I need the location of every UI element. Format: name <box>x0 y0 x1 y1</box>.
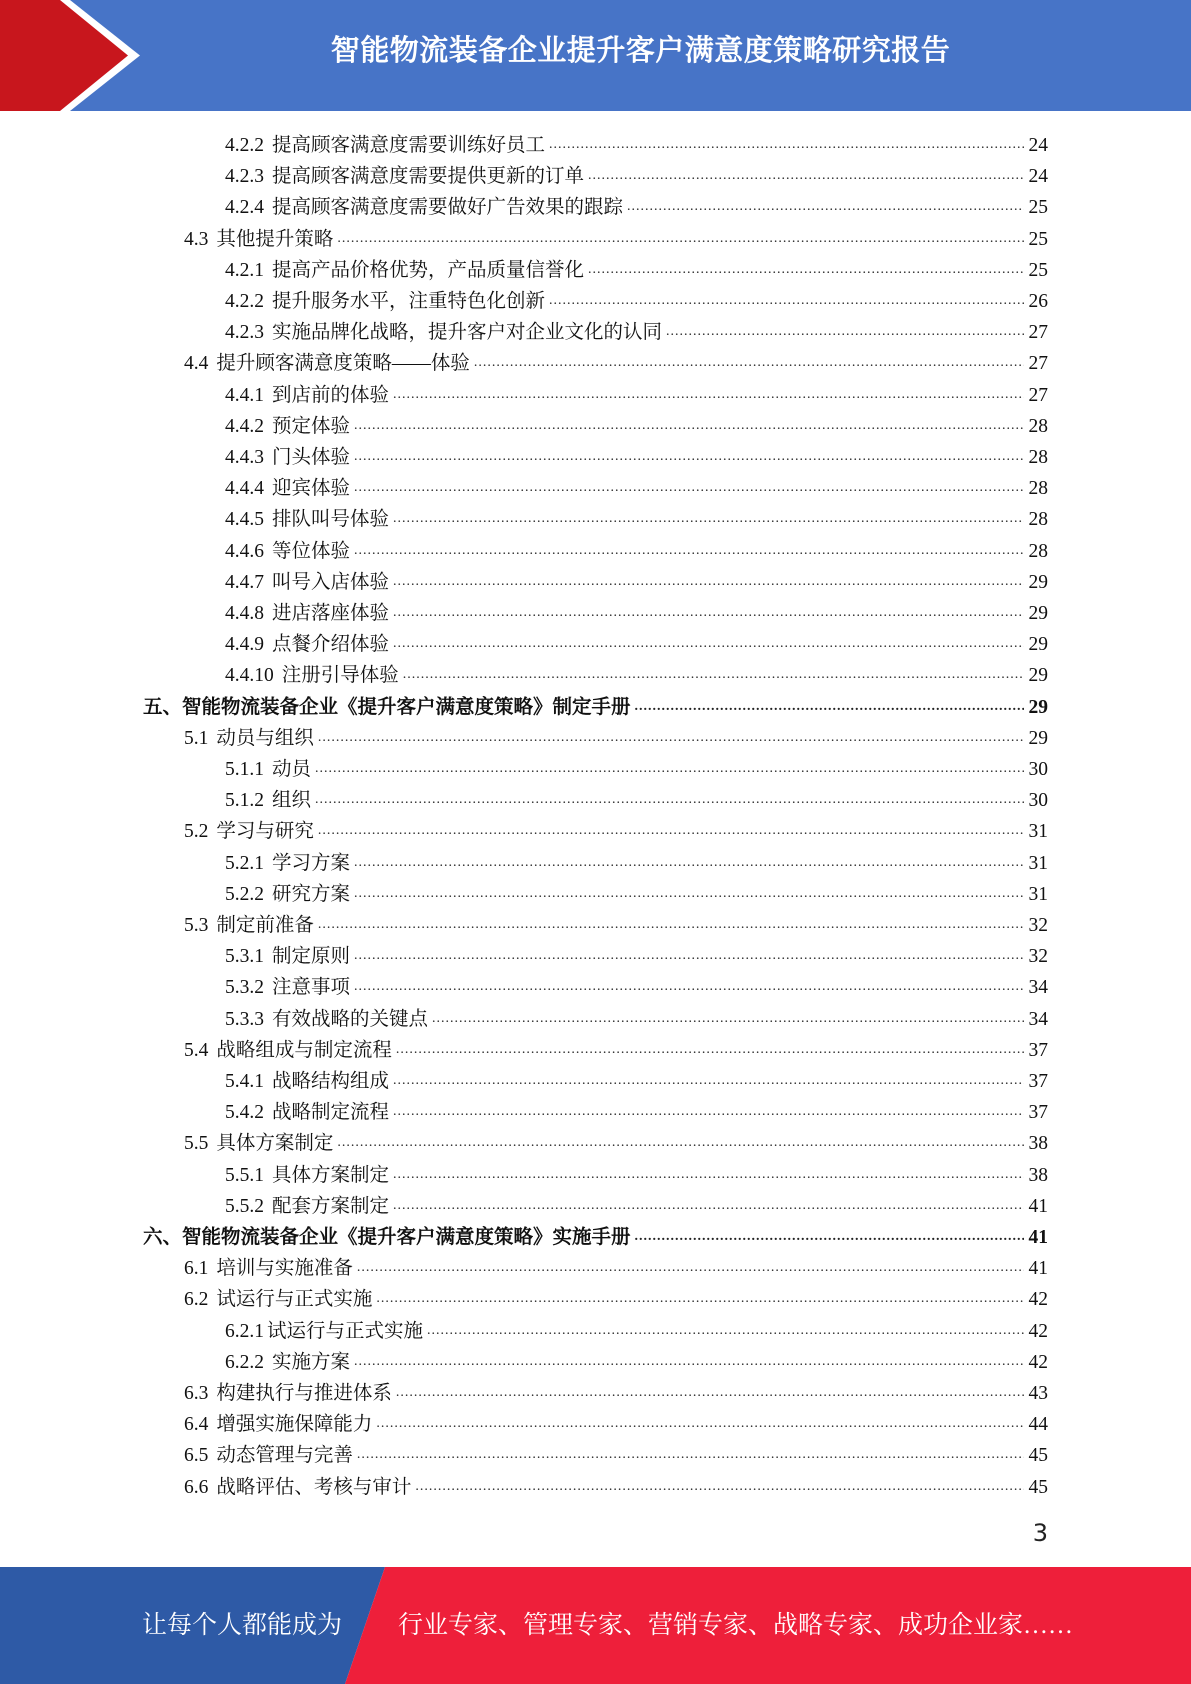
toc-entry[interactable] <box>225 501 1048 532</box>
toc-entry-page: 31 <box>1028 821 1048 843</box>
toc-dot-leader <box>635 698 1024 716</box>
toc-dot-leader <box>427 1322 1024 1340</box>
toc-entry-label: 增强实施保障能力 <box>216 1414 373 1436</box>
toc-entry-number: 4.4.3 <box>225 447 264 468</box>
toc-dot-leader <box>354 978 1024 996</box>
toc-entry[interactable] <box>184 813 1048 844</box>
toc-entry-number: 5.2 <box>184 821 209 843</box>
toc-dot-leader <box>354 479 1024 497</box>
toc-entry-number: 5.2.2 <box>225 883 264 905</box>
toc-dot-leader <box>354 448 1024 466</box>
toc-entry[interactable] <box>225 1157 1048 1188</box>
toc-entry[interactable] <box>225 314 1048 345</box>
toc-entry-page: 25 <box>1028 228 1048 250</box>
toc-entry-page: 42 <box>1028 1289 1048 1311</box>
toc-entry[interactable] <box>225 876 1048 907</box>
toc-dot-leader <box>318 916 1024 934</box>
toc-entry-number: 4.2.2 <box>225 291 264 312</box>
toc-entry-label: 战略结构组成 <box>272 1071 390 1092</box>
toc-entry-label: 提高顾客满意度需要提供更新的订单 <box>272 166 585 188</box>
toc-entry[interactable] <box>184 1437 1048 1468</box>
toc-entry[interactable] <box>184 720 1048 751</box>
toc-entry-label: 进店落座体验 <box>272 603 390 624</box>
toc-entry-label: 组织 <box>272 790 312 812</box>
toc-entry-page: 43 <box>1028 1383 1048 1404</box>
toc-entry-number: 5.3.3 <box>225 1008 264 1030</box>
toc-entry[interactable] <box>225 158 1048 189</box>
toc-entry-number: 4.2.4 <box>225 197 264 219</box>
toc-entry[interactable] <box>184 221 1048 252</box>
toc-entry-page: 41 <box>1028 1195 1048 1217</box>
toc-dot-leader <box>354 854 1024 872</box>
toc-entry-page: 31 <box>1028 852 1048 874</box>
toc-entry[interactable] <box>225 377 1048 408</box>
toc-entry[interactable] <box>225 1188 1048 1219</box>
toc-entry[interactable] <box>225 845 1048 876</box>
toc-entry-label: 迎宾体验 <box>272 478 351 500</box>
toc-entry[interactable] <box>225 1313 1048 1344</box>
toc-entry[interactable] <box>225 470 1048 501</box>
toc-dot-leader <box>354 1353 1024 1371</box>
toc-entry[interactable] <box>225 283 1048 314</box>
toc-entry-label: 动态管理与完善 <box>216 1445 353 1467</box>
toc-entry-label: 配套方案制定 <box>272 1195 390 1217</box>
toc-dot-leader <box>635 1228 1024 1246</box>
toc-dot-leader <box>393 1197 1024 1215</box>
toc-entry-number: 6.1 <box>184 1258 209 1280</box>
chevron-arrow-icon <box>0 0 160 111</box>
toc-entry-number: 4.3 <box>184 228 209 250</box>
toc-entry[interactable] <box>225 533 1048 564</box>
toc-entry-label: 智能物流装备企业《提升客户满意度策略》实施手册 <box>182 1227 631 1248</box>
toc-entry-number: 4.4.6 <box>225 540 264 562</box>
toc-dot-leader <box>318 822 1024 840</box>
toc-entry-label: 制定原则 <box>272 946 351 968</box>
toc-entry-number: 5.3.1 <box>225 946 264 968</box>
footer-slogan-right: 行业专家、管理专家、营销专家、战略专家、成功企业家…… <box>398 1612 1074 1639</box>
toc-entry-number: 5.1.2 <box>225 790 264 812</box>
toc-entry-label: 提高顾客满意度需要做好广告效果的跟踪 <box>272 197 624 219</box>
toc-dot-leader <box>403 666 1024 684</box>
footer-bar <box>0 1567 1191 1684</box>
toc-entry-page: 29 <box>1028 571 1048 593</box>
toc-entry-label: 构建执行与推进体系 <box>216 1383 392 1404</box>
toc-entry[interactable] <box>225 1063 1048 1094</box>
toc-entry-number: 5.1.1 <box>225 759 264 780</box>
toc-entry[interactable] <box>225 1344 1048 1375</box>
toc-dot-leader <box>315 791 1024 809</box>
toc-dot-leader <box>588 167 1024 185</box>
toc-entry[interactable] <box>184 1125 1048 1156</box>
toc-entry[interactable] <box>225 657 1048 688</box>
toc-chapter-entry[interactable] <box>143 689 1048 720</box>
toc-entry-page: 28 <box>1028 478 1048 500</box>
toc-entry-page: 28 <box>1028 415 1048 437</box>
toc-entry-number: 五、 <box>143 696 183 718</box>
toc-entry-label: 到店前的体验 <box>272 384 390 406</box>
toc-dot-leader <box>393 635 1024 653</box>
toc-entry-label: 学习与研究 <box>216 821 314 843</box>
toc-entry-page: 30 <box>1028 790 1048 812</box>
toc-dot-leader <box>354 885 1024 903</box>
toc-entry[interactable] <box>184 1469 1048 1500</box>
toc-entry-page: 25 <box>1028 197 1048 219</box>
toc-entry-label: 实施品牌化战略，提升客户对企业文化的认同 <box>272 322 663 344</box>
toc-entry-page: 29 <box>1028 665 1048 687</box>
toc-entry-label: 试运行与正式实施 <box>216 1289 373 1311</box>
toc-entry[interactable] <box>184 345 1048 376</box>
toc-entry[interactable] <box>225 782 1048 813</box>
toc-entry-label: 实施方案 <box>272 1351 351 1373</box>
toc-entry-number: 5.5.2 <box>225 1195 264 1217</box>
toc-entry-label: 注册引导体验 <box>281 665 399 687</box>
toc-entry-label: 战略制定流程 <box>272 1102 390 1124</box>
toc-dot-leader <box>393 573 1024 591</box>
toc-entry-page: 24 <box>1028 166 1048 188</box>
toc-entry-number: 5.4.2 <box>225 1102 264 1124</box>
toc-entry-number: 5.3 <box>184 915 209 936</box>
toc-entry-label: 动员 <box>272 759 312 780</box>
toc-entry-label: 点餐介绍体验 <box>272 634 390 656</box>
toc-entry[interactable] <box>225 595 1048 626</box>
toc-entry-number: 5.4 <box>184 1039 209 1061</box>
toc-dot-leader <box>393 510 1024 528</box>
toc-dot-leader <box>376 1290 1024 1308</box>
toc-entry-number: 4.4.10 <box>225 665 274 687</box>
toc-entry-number: 六、 <box>143 1227 183 1248</box>
toc-entry-label: 提升服务水平，注重特色化创新 <box>272 291 546 312</box>
toc-entry[interactable] <box>225 938 1048 969</box>
toc-entry-label: 提升顾客满意度策略——体验 <box>216 353 470 375</box>
toc-entry-label: 研究方案 <box>272 883 351 905</box>
toc-entry-page: 30 <box>1028 759 1048 780</box>
toc-dot-leader <box>376 1415 1024 1433</box>
toc-dot-leader <box>415 1478 1024 1496</box>
toc-entry-number: 4.4 <box>184 353 209 375</box>
toc-entry[interactable] <box>225 626 1048 657</box>
toc-entry-label: 提高顾客满意度需要训练好员工 <box>272 135 546 156</box>
toc-dot-leader <box>549 292 1024 310</box>
toc-dot-leader <box>393 386 1024 404</box>
toc-entry-page: 37 <box>1028 1102 1048 1124</box>
toc-dot-leader <box>474 354 1024 372</box>
toc-entry-number: 4.2.3 <box>225 322 264 344</box>
toc-entry-label: 试运行与正式实施 <box>267 1320 424 1342</box>
toc-entry-page: 45 <box>1028 1476 1048 1498</box>
toc-entry-number: 6.3 <box>184 1383 209 1404</box>
toc-entry-label: 注意事项 <box>272 977 351 999</box>
toc-entry-label: 制定前准备 <box>216 915 314 936</box>
toc-entry-page: 44 <box>1028 1414 1048 1436</box>
toc-entry-label: 具体方案制定 <box>216 1133 334 1155</box>
toc-entry-page: 29 <box>1028 603 1048 624</box>
toc-entry-page: 38 <box>1028 1164 1048 1186</box>
toc-entry-number: 5.5.1 <box>225 1164 264 1186</box>
toc-entry[interactable] <box>225 751 1048 782</box>
toc-entry-label: 动员与组织 <box>216 727 314 749</box>
toc-entry-number: 5.4.1 <box>225 1071 264 1092</box>
toc-entry-page: 37 <box>1028 1071 1048 1092</box>
toc-dot-leader <box>396 1041 1024 1059</box>
page-number: 3 <box>1032 1519 1048 1547</box>
toc-dot-leader <box>357 1446 1024 1464</box>
toc-entry-number: 4.2.2 <box>225 135 264 156</box>
toc-entry[interactable] <box>225 189 1048 220</box>
toc-entry-number: 4.4.1 <box>225 384 264 406</box>
toc-entry-label: 提高产品价格优势，产品质量信誉化 <box>272 259 585 281</box>
toc-dot-leader <box>354 417 1024 435</box>
toc-entry-page: 45 <box>1028 1445 1048 1467</box>
toc-entry-page: 37 <box>1028 1039 1048 1061</box>
toc-entry-label: 有效战略的关键点 <box>272 1008 429 1030</box>
toc-entry-label: 其他提升策略 <box>216 228 334 250</box>
toc-entry-label: 排队叫号体验 <box>272 509 390 531</box>
toc-dot-leader <box>357 1259 1024 1277</box>
toc-entry[interactable] <box>225 127 1048 158</box>
toc-entry-number: 4.4.8 <box>225 603 264 624</box>
toc-entry-page: 25 <box>1028 259 1048 281</box>
toc-dot-leader <box>337 1134 1024 1152</box>
toc-entry[interactable] <box>225 439 1048 470</box>
toc-entry-number: 6.6 <box>184 1476 209 1498</box>
toc-entry-label: 叫号入店体验 <box>272 571 390 593</box>
toc-entry-number: 4.4.9 <box>225 634 264 656</box>
toc-entry[interactable] <box>225 1094 1048 1125</box>
toc-entry-page: 42 <box>1028 1320 1048 1342</box>
toc-entry[interactable] <box>225 408 1048 439</box>
toc-entry-page: 41 <box>1028 1258 1048 1280</box>
toc-entry-label: 等位体验 <box>272 540 351 562</box>
toc-entry[interactable] <box>184 1250 1048 1281</box>
toc-entry-number: 4.4.4 <box>225 478 264 500</box>
toc-entry[interactable] <box>184 1281 1048 1312</box>
toc-entry-page: 29 <box>1028 696 1048 718</box>
toc-dot-leader <box>318 729 1024 747</box>
toc-entry-page: 32 <box>1028 915 1048 936</box>
toc-entry-page: 31 <box>1028 883 1048 905</box>
toc-entry-number: 5.3.2 <box>225 977 264 999</box>
toc-entry-label: 战略评估、考核与审计 <box>216 1476 412 1498</box>
toc-entry-page: 28 <box>1028 540 1048 562</box>
toc-entry[interactable] <box>184 1375 1048 1406</box>
toc-entry-label: 培训与实施准备 <box>216 1258 353 1280</box>
toc-entry-number: 4.4.7 <box>225 571 264 593</box>
document-title: 智能物流装备企业提升客户满意度策略研究报告 <box>330 33 951 67</box>
toc-chapter-entry[interactable] <box>143 1219 1048 1250</box>
toc-entry-page: 41 <box>1028 1227 1048 1248</box>
toc-dot-leader <box>549 136 1024 154</box>
toc-entry-page: 28 <box>1028 447 1048 468</box>
toc-entry-number: 6.2.1 <box>225 1320 264 1342</box>
toc-dot-leader <box>393 1072 1024 1090</box>
toc-entry[interactable] <box>225 969 1048 1000</box>
toc-entry-page: 34 <box>1028 1008 1048 1030</box>
toc-entry-page: 29 <box>1028 634 1048 656</box>
toc-dot-leader <box>666 323 1024 341</box>
toc-dot-leader <box>588 261 1024 279</box>
toc-entry-number: 4.4.5 <box>225 509 264 531</box>
toc-entry-page: 38 <box>1028 1133 1048 1155</box>
toc-dot-leader <box>393 604 1024 622</box>
toc-dot-leader <box>393 1166 1024 1184</box>
toc-entry-number: 5.1 <box>184 727 209 749</box>
toc-entry-page: 29 <box>1028 727 1048 749</box>
toc-entry-number: 6.2.2 <box>225 1351 264 1373</box>
toc-entry-page: 27 <box>1028 353 1048 375</box>
toc-dot-leader <box>393 1103 1024 1121</box>
toc-entry-label: 战略组成与制定流程 <box>216 1039 392 1061</box>
toc-entry-number: 6.4 <box>184 1414 209 1436</box>
toc-entry-number: 5.2.1 <box>225 852 264 874</box>
toc-dot-leader <box>396 1384 1024 1402</box>
toc-entry[interactable] <box>225 1001 1048 1032</box>
toc-entry-number: 5.5 <box>184 1133 209 1155</box>
header-bar <box>0 0 1191 111</box>
toc-dot-leader <box>337 230 1024 248</box>
toc-entry-page: 26 <box>1028 291 1048 312</box>
toc-entry-number: 4.4.2 <box>225 415 264 437</box>
toc-entry-number: 4.2.1 <box>225 259 264 281</box>
toc-dot-leader <box>315 760 1024 778</box>
toc-entry-page: 32 <box>1028 946 1048 968</box>
toc-entry-page: 27 <box>1028 384 1048 406</box>
toc-entry-label: 预定体验 <box>272 415 351 437</box>
toc-entry-label: 学习方案 <box>272 852 351 874</box>
toc-entry[interactable] <box>225 252 1048 283</box>
toc-entry-page: 34 <box>1028 977 1048 999</box>
toc-dot-leader <box>432 1010 1024 1028</box>
toc-entry-page: 24 <box>1028 135 1048 156</box>
toc-entry[interactable] <box>184 907 1048 938</box>
toc-entry-page: 28 <box>1028 509 1048 531</box>
toc-entry-label: 智能物流装备企业《提升客户满意度策略》制定手册 <box>182 696 631 718</box>
toc-entry[interactable] <box>184 1032 1048 1063</box>
toc-entry-number: 6.2 <box>184 1289 209 1311</box>
toc-entry-number: 4.2.3 <box>225 166 264 188</box>
toc-entry[interactable] <box>184 1406 1048 1437</box>
footer-slogan-left: 让每个人都能成为 <box>142 1612 343 1639</box>
toc-dot-leader <box>354 947 1024 965</box>
toc-entry-number: 6.5 <box>184 1445 209 1467</box>
toc-entry-label: 门头体验 <box>272 447 351 468</box>
toc-entry[interactable] <box>225 564 1048 595</box>
toc-entry-label: 具体方案制定 <box>272 1164 390 1186</box>
toc-dot-leader <box>354 542 1024 560</box>
toc-dot-leader <box>627 198 1024 216</box>
toc-entry-page: 27 <box>1028 322 1048 344</box>
toc-entry-page: 42 <box>1028 1351 1048 1373</box>
